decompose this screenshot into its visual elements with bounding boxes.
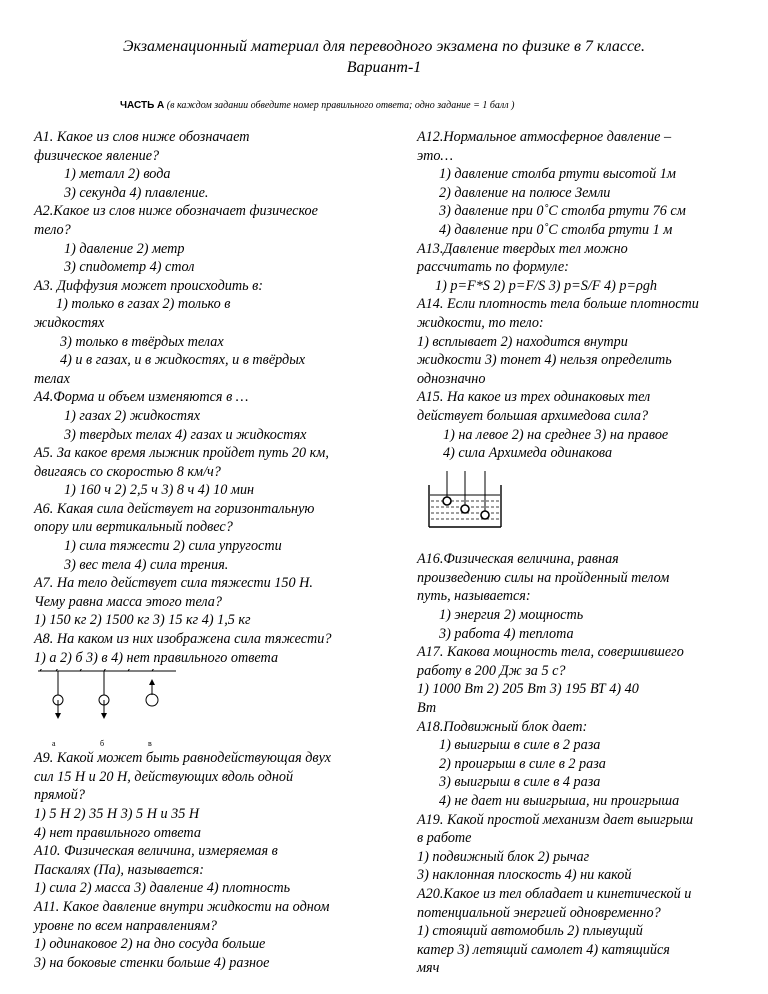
question-a12-cont: это…	[417, 147, 454, 164]
options-a10-1: 1) сила 2) масса 3) давление 4) плотность	[34, 880, 291, 897]
options-a17-1-cont: Вт	[417, 700, 437, 717]
question-a10: А10. Физическая величина, измеряемая в	[34, 843, 278, 860]
question-a13: А13.Давление твердых тел можно	[417, 240, 628, 257]
options-a6-1: 1) сила тяжести 2) сила упругости	[64, 538, 282, 555]
question-a16-cont-2: путь, называется:	[417, 588, 531, 605]
question-a15-cont: действует большая архимедова сила?	[417, 407, 649, 424]
question-a16: А16.Физическая величина, равная	[417, 551, 619, 568]
question-a14-cont: жидкости, то тело:	[417, 314, 544, 331]
question-a3: А3. Диффузия может происходить в:	[34, 277, 263, 294]
options-a19-2: 3) наклонная плоскость 4) ни какой	[417, 867, 632, 884]
options-a8-1: 1) а 2) б 3) в 4) нет правильного ответа	[34, 649, 279, 666]
question-a7: А7. На тело действует сила тяжести 150 Н.	[34, 575, 313, 592]
options-a14-2: жидкости 3) тонет 4) нельзя определить	[417, 352, 672, 369]
question-a9-cont-2: прямой?	[34, 787, 85, 804]
options-a11-1: 1) одинаковое 2) на дно сосуда больше	[34, 936, 266, 953]
options-a14-3: однозначно	[417, 370, 486, 387]
options-a19-1: 1) подвижный блок 2) рычаг	[417, 848, 590, 865]
options-a1-1: 1) металл 2) вода	[64, 166, 171, 183]
question-a6-cont: опору или вертикальный подвес?	[34, 519, 233, 536]
question-a10-cont: Паскалях (Па), называется:	[34, 861, 204, 878]
question-a12: А12.Нормальное атмосферное давление –	[417, 129, 672, 145]
forces-figure	[34, 669, 184, 749]
question-a20: А20.Какое из тел обладает и кинетической и	[417, 885, 692, 902]
options-a14-1: 1) всплывает 2) находится внутри	[417, 333, 628, 350]
options-a18-4: 4) не дает ни выигрыша, ни проигрыша	[439, 793, 680, 809]
question-a1: А1. Какое из слов ниже обозначает	[34, 129, 250, 145]
part-label: ЧАСТЬ А	[120, 100, 165, 111]
options-a3-3: 4) и в газах, и в жидкостях, и в твёрдых	[60, 352, 306, 369]
options-a7-1: 1) 150 кг 2) 1500 кг 3) 15 кг 4) 1,5 кг	[34, 612, 251, 629]
question-a19-cont: в работе	[417, 830, 472, 847]
question-a6: А6. Какая сила действует на горизонтальную	[34, 500, 315, 517]
figure-label-b: б	[100, 739, 105, 749]
figure-label-c: в	[148, 739, 152, 749]
question-a11: А11. Какое давление внутри жидкости на одном	[34, 898, 330, 915]
options-a11-2: 3) на боковые стенки больше 4) разное	[34, 954, 270, 971]
question-a14: А14. Если плотность тела больше плотности	[417, 296, 699, 313]
title-line-1: Экзаменационный материал для переводного экзамена по физике в 7 классе.	[123, 38, 645, 55]
question-a7-cont: Чему равна масса этого тела?	[34, 593, 222, 610]
options-a15-2: 4) сила Архимеда одинакова	[443, 445, 613, 462]
options-a2-2: 3) спидометр 4) стол	[64, 259, 195, 276]
options-a1-2: 3) секунда 4) плавление.	[64, 184, 209, 201]
options-a13-1: 1) p=F*S 2) p=F/S 3) p=S/F 4) p=ρgh	[435, 277, 658, 294]
question-a2-cont: тело?	[34, 221, 71, 238]
question-a9: А9. Какой может быть равнодействующая двух	[34, 750, 331, 767]
exam-title	[0, 36, 768, 78]
question-a11-cont: уровне по всем направлениям?	[34, 917, 217, 934]
question-a8: А8. На каком из них изображена сила тяжести?	[34, 631, 332, 648]
question-a17: А17. Какова мощность тела, совершившего	[417, 644, 684, 661]
options-a4-1: 1) газах 2) жидкостях	[64, 407, 201, 424]
options-a3-1: 1) только в газах 2) только в	[56, 296, 231, 313]
options-a16-1: 1) энергия 2) мощность	[439, 607, 584, 624]
options-a3-1-cont: жидкостях	[34, 314, 105, 331]
forces-diagram	[34, 669, 184, 735]
options-a12-4: 4) давление при 0˚С столба ртути 1 м	[439, 221, 673, 238]
options-a18-3: 3) выигрыш в силе в 4 раза	[439, 774, 601, 791]
question-a19: А19. Какой простой механизм дает выигрыш	[417, 811, 694, 828]
options-a4-2: 3) твердых телах 4) газах и жидкостях	[64, 426, 307, 443]
options-a6-2: 3) вес тела 4) сила трения.	[64, 556, 229, 573]
options-a20-1: 1) стоящий автомобиль 2) плывущий	[417, 923, 643, 940]
options-a9-2: 4) нет правильного ответа	[34, 824, 201, 841]
options-a9-1: 1) 5 Н 2) 35 Н 3) 5 Н и 35 Н	[34, 806, 200, 822]
options-a20-3: мяч	[417, 960, 440, 977]
options-a3-2: 3) только в твёрдых телах	[60, 333, 224, 350]
options-a18-2: 2) проигрыш в силе в 2 раза	[439, 755, 606, 772]
part-note: (в каждом задании обведите номер правильного ответа; одно задание = 1 балл )	[166, 100, 515, 111]
tank-figure	[425, 471, 505, 531]
question-a17-cont: работу в 200 Дж за 5 с?	[417, 662, 566, 679]
options-a12-3: 3) давление при 0˚С столба ртути 76 см	[439, 203, 686, 220]
question-a18: А18.Подвижный блок дает:	[417, 718, 588, 735]
question-a13-cont: рассчитать по формуле:	[417, 259, 569, 276]
options-a16-2: 3) работа 4) теплота	[439, 625, 574, 642]
right-column	[417, 128, 757, 978]
options-a17-1: 1) 1000 Вт 2) 205 Вт 3) 195 ВТ 4) 40	[417, 681, 639, 698]
question-a9-cont: сил 15 Н и 20 Н, действующих вдоль одной	[34, 768, 294, 785]
options-a15-1: 1) на левое 2) на среднее 3) на правое	[443, 426, 669, 443]
options-a12-2: 2) давление на полюсе Земли	[439, 184, 611, 201]
figure-label-a: а	[52, 739, 56, 749]
question-a1-cont: физическое явление?	[34, 147, 160, 164]
options-a2-1: 1) давление 2) метр	[64, 240, 185, 257]
options-a3-3-cont: телах	[34, 370, 70, 387]
options-a20-2: катер 3) летящий самолет 4) катящийся	[417, 941, 670, 958]
question-a2: А2.Какое из слов ниже обозначает физическое	[34, 203, 318, 220]
question-a4: А4.Форма и объем изменяются в …	[34, 389, 249, 406]
options-a12-1: 1) давление столба ртути высотой 1м	[439, 166, 676, 183]
options-a5-1: 1) 160 ч 2) 2,5 ч 3) 8 ч 4) 10 мин	[64, 482, 255, 499]
left-column	[34, 128, 402, 972]
question-a5-cont: двигаясь со скоростью 8 км/ч?	[34, 463, 221, 480]
question-a15: А15. На какое из трех одинаковых тел	[417, 389, 651, 406]
options-a18-1: 1) выигрыш в силе в 2 раза	[439, 737, 601, 754]
question-a5: А5. За какое время лыжник пройдет путь 20 км,	[34, 445, 329, 462]
part-heading	[120, 100, 514, 111]
title-line-2: Вариант-1	[346, 59, 422, 76]
question-a16-cont: произведению силы на пройденный телом	[417, 569, 670, 586]
question-a20-cont: потенциальной энергией одновременно?	[417, 904, 661, 921]
